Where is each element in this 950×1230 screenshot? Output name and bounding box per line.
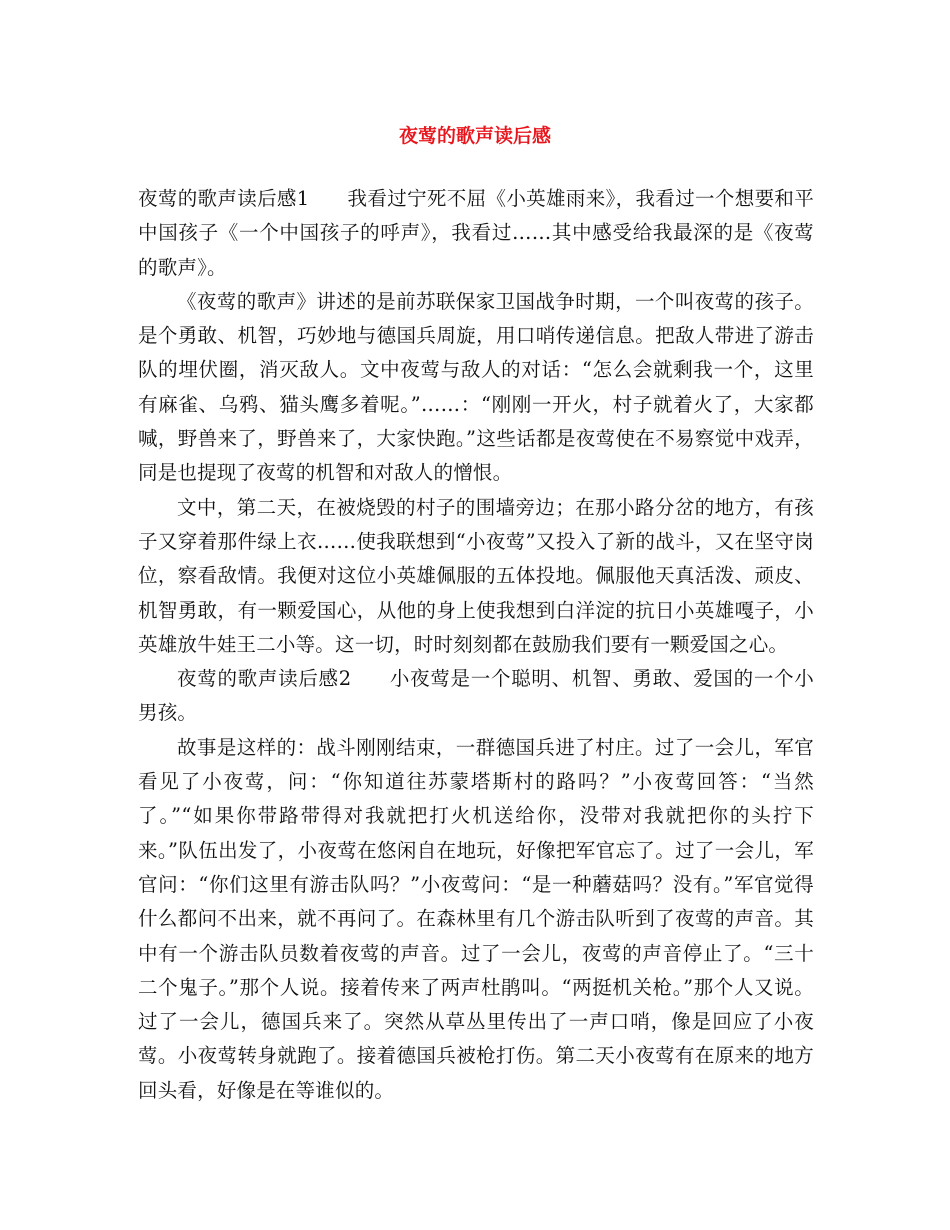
paragraph-1 xyxy=(138,182,814,285)
paragraph-text: 《夜莺的歌声》讲述的是前苏联保家卫国战争时期，一个叫夜莺的孩子。是个勇敢、机智，巧妙地与德国兵周旋，用口哨传递信息。把敌人带进了游击队的埋伏圈，消灭敌人。文中夜莺与敌人的对话：“怎么会就剩我一个，这里有麻雀、乌鸦、猫头鹰多着呢。”……：“刚刚一开火，村子就着火了，大家都喊，野兽来了，野兽来了，大家快跑。”这些话都是夜莺使在不易察觉中戏弄，同是也提现了夜莺的机智和对敌人的憎恨。 xyxy=(138,289,814,485)
paragraph-text: 小夜莺是一个聪明、机智、勇敢、爱国的一个小男孩。 xyxy=(138,667,814,725)
paragraph-text: 文中，第二天，在被烧毁的村子的围墙旁边；在那小路分岔的地方，有孩子又穿着那件绿上衣……使我联想到“小夜莺”又投入了新的战斗，又在坚守岗位，察看敌情。我便对这位小英雄佩服的五体投地。佩服他天真活泼、顽皮、机智勇敢，有一颗爱国心，从他的身上使我想到白洋淀的抗日小英雄嘎子，小英雄放牛娃王二小等。这一切，时时刻刻都在鼓励我们要有一颗爱国之心。 xyxy=(138,495,814,656)
paragraph-3 xyxy=(138,491,814,662)
paragraph-4 xyxy=(138,662,814,731)
paragraph-text: 我看过宁死不屈《小英雄雨来》，我看过一个想要和平中国孩子《一个中国孩子的呼声》，我看过……其中感受给我最深的是《夜莺的歌声》。 xyxy=(138,187,814,279)
paragraph-text: 故事是这样的：战斗刚刚结束，一群德国兵进了村庄。过了一会儿，军官看见了小夜莺，问：“你知道往苏蒙塔斯村的路吗？”小夜莺回答：“当然了。”“如果你带路带得对我就把打火机送给你，没带对我就把你的头拧下来。”队伍出发了，小夜莺在悠闲自在地玩，好像把军官忘了。过了一会儿，军官问：“你们这里有游击队吗？”小夜莺问：“是一种蘑菇吗？没有。”军官觉得什么都问不出来，就不再问了。在森林里有几个游击队听到了夜莺的声音。其中有一个游击队员数着夜莺的声音。过了一会儿，夜莺的声音停止了。“三十二个鬼子。”那个人说。接着传来了两声杜鹃叫。“两挺机关枪。”那个人又说。过了一会儿，德国兵来了。突然从草丛里传出了一声口哨，像是回应了小夜莺。小夜莺转身就跑了。接着德国兵被枪打伤。第二天小夜莺有在原来的地方回头看，好像是在等谁似的。 xyxy=(138,735,814,1102)
paragraph-heading: 夜莺的歌声读后感2 xyxy=(177,667,352,691)
paragraph-2 xyxy=(138,285,814,491)
document-title: 夜莺的歌声读后感 xyxy=(398,125,551,147)
paragraph-heading: 夜莺的歌声读后感1 xyxy=(138,187,310,210)
document-body xyxy=(138,182,814,1108)
paragraph-5 xyxy=(138,731,814,1108)
